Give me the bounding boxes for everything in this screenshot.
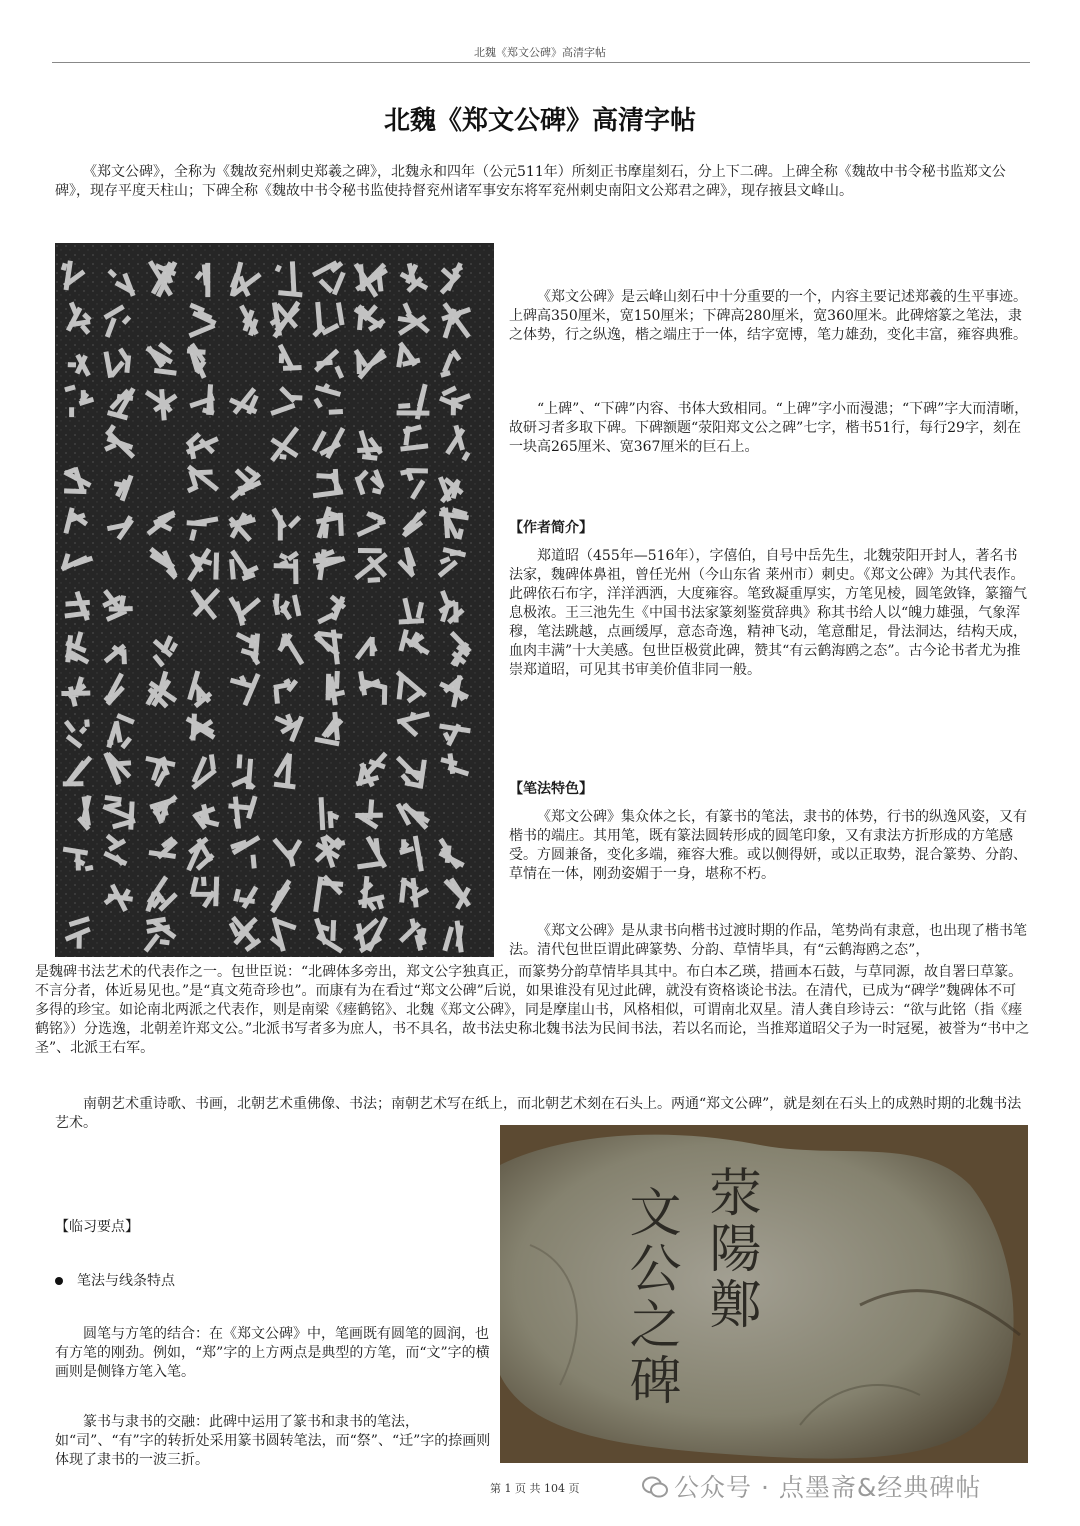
south-north-paragraph: 南朝艺术重诗歌、书画，北朝艺术重佛像、书法；南朝艺术写在纸上，而北朝艺术刻在石头上。两通“郑文公碑”，就是刻在石头上的成熟时期的北魏书法艺术。: [55, 1096, 1022, 1131]
bullet-icon: [55, 1277, 63, 1285]
practice-paragraph-2: 篆书与隶书的交融：此碑中运用了篆书和隶书的笔法，如“司”、“有”字的转折处采用篆书圆转笔法，而“祭”、“迁”字的捺画则体现了隶书的一波三折。: [55, 1414, 491, 1468]
brush-paragraph-2b: 是魏碑书法艺术的代表作之一。包世臣说：“北碑体多旁出，郑文公字独真正，而篆势分韵草情毕具其中。布白本乙瑛，措画本石鼓，与草同源，故自署曰草篆。不言分者，体近易见也。”是“真文苑奇珍也”。而康有为在看过“郑文公碑”后说，如果谁没有见过此碑，就没有资格谈论书法。在清代，已成为“碑学”魏碑体不可多得的珍宝。如论南北两派之代表作，则是南梁《瘗鹤铭》、北魏《郑文公碑》，同是摩崖山书，风格相似，可谓南北双星。清人龚自珍诗云：“欲与此铭（指《瘗鹤铭》）分选逸，北朝差许郑文公。”北派书写者多为庶人，书不具名，故书法史称北魏书法为民间书法，若以名而论，当推郑道昭父子为一时冠冕，被誉为“书中之圣”、北派王右军。: [35, 964, 1030, 1056]
practice-paragraph-1: 圆笔与方笔的结合：在《郑文公碑》中，笔画既有圆笔的圆润，也有方笔的刚劲。例如，“郑”字的上方两点是典型的方笔，而“文”字的横画则是侧锋方笔入笔。: [55, 1326, 490, 1380]
document-title: 北魏《郑文公碑》高清字帖: [383, 106, 696, 136]
brush-paragraph-1: 《郑文公碑》集众体之长，有篆书的笔法，隶书的体势，行书的纵逸风姿，又有楷书的端庄。其用笔，既有篆法圆转形成的圆笔印象，又有隶法方折形成的方笔感受。方圆兼备，变化多端，雍容大雅。或以侧得妍，或以正取势，混合篆势、分韵、草情在一体，刚劲姿媚于一身，堪称不朽。: [509, 809, 1027, 882]
right-paragraph-2: “上碑”、“下碑”内容、书体大致相同。“上碑”字小而漫漶；“下碑”字大而清晰，故研习者多取下碑。下碑额题“荥阳郑文公之碑”七字，楷书51行，每行29字，刻在一块高265厘米、宽367厘米的巨石上。: [509, 401, 1029, 455]
stone-photo-art: [500, 1125, 1028, 1463]
watermark-text: 公众号 · 点墨斋&经典碑帖: [674, 1473, 982, 1502]
rubbing-texture: [55, 243, 494, 957]
author-paragraph: 郑道昭（455年—516年），字僖伯，自号中岳先生，北魏荥阳开封人，著名书法家，魏碑体鼻祖，曾任光州（今山东省 莱州市）刺史。《郑文公碑》为其代表作。此碑依石布字，洋洋洒洒，大度雍容。笔致凝重厚实，方笔见棱，圆笔敛锋，篆籀气息极浓。王三池先生《中国书法家篆刻鉴赏辞典》称其书给人以“魄力雄强，气象浑穆，笔法跳越，点画缓厚，意态奇逸，精神飞动，笔意酣足，骨法洞达，结构天成，血肉丰满”十大美感。包世臣极赏此碑，赞其“有云鹤海鸥之态”。古今论书者尤为推崇郑道昭，可见其书审美价值非同一般。: [509, 548, 1027, 678]
author-heading: 【作者简介】: [509, 520, 593, 536]
header-rule: [52, 62, 1030, 63]
page-number: 第 1 页 共 104 页: [490, 1482, 580, 1495]
practice-bullet: [55, 1270, 175, 1290]
inscription-column-2: 荥陽鄭: [700, 1165, 760, 1333]
brush-heading: 【笔法特色】: [509, 781, 593, 797]
right-paragraph-1: 《郑文公碑》是云峰山刻石中十分重要的一个，内容主要记述郑羲的生平事迹。上碑高350厘米，宽150厘米；下碑高280厘米，宽360厘米。此碑熔篆之笔法，隶之体势，行之纵逸，楷之端庄于一体，结字宽博，笔力雄劲，变化丰富，雍容典雅。: [509, 289, 1027, 343]
watermark: [642, 1468, 981, 1504]
inscription-column-1: 文公之碑: [620, 1185, 680, 1409]
practice-heading: 【临习要点】: [55, 1219, 139, 1235]
bullet-text: 笔法与线条特点: [77, 1273, 175, 1289]
brush-paragraph-2a: 《郑文公碑》是从隶书向楷书过渡时期的作品，笔势尚有隶意，也出现了楷书笔法。清代包世臣谓此碑篆势、分韵、草情毕具，有“云鹤海鸥之态”，: [509, 923, 1027, 958]
stone-inscription-photo: [500, 1125, 1028, 1463]
header-title: 北魏《郑文公碑》高清字帖: [474, 46, 606, 59]
intro-paragraph: 《郑文公碑》，全称为《魏故兖州刺史郑羲之碑》，北魏永和四年（公元511年）所刻正书摩崖刻石，分上下二碑。上碑全称《魏故中书令秘书监郑文公碑》，现存平度天柱山；下碑全称《魏故中书令秘书监使持督兖州诸军事安东将军兖州刺史南阳文公郑君之碑》，现存掖县文峰山。: [55, 164, 1006, 199]
wechat-icon: [642, 1475, 668, 1504]
stele-rubbing-image: [55, 243, 494, 957]
